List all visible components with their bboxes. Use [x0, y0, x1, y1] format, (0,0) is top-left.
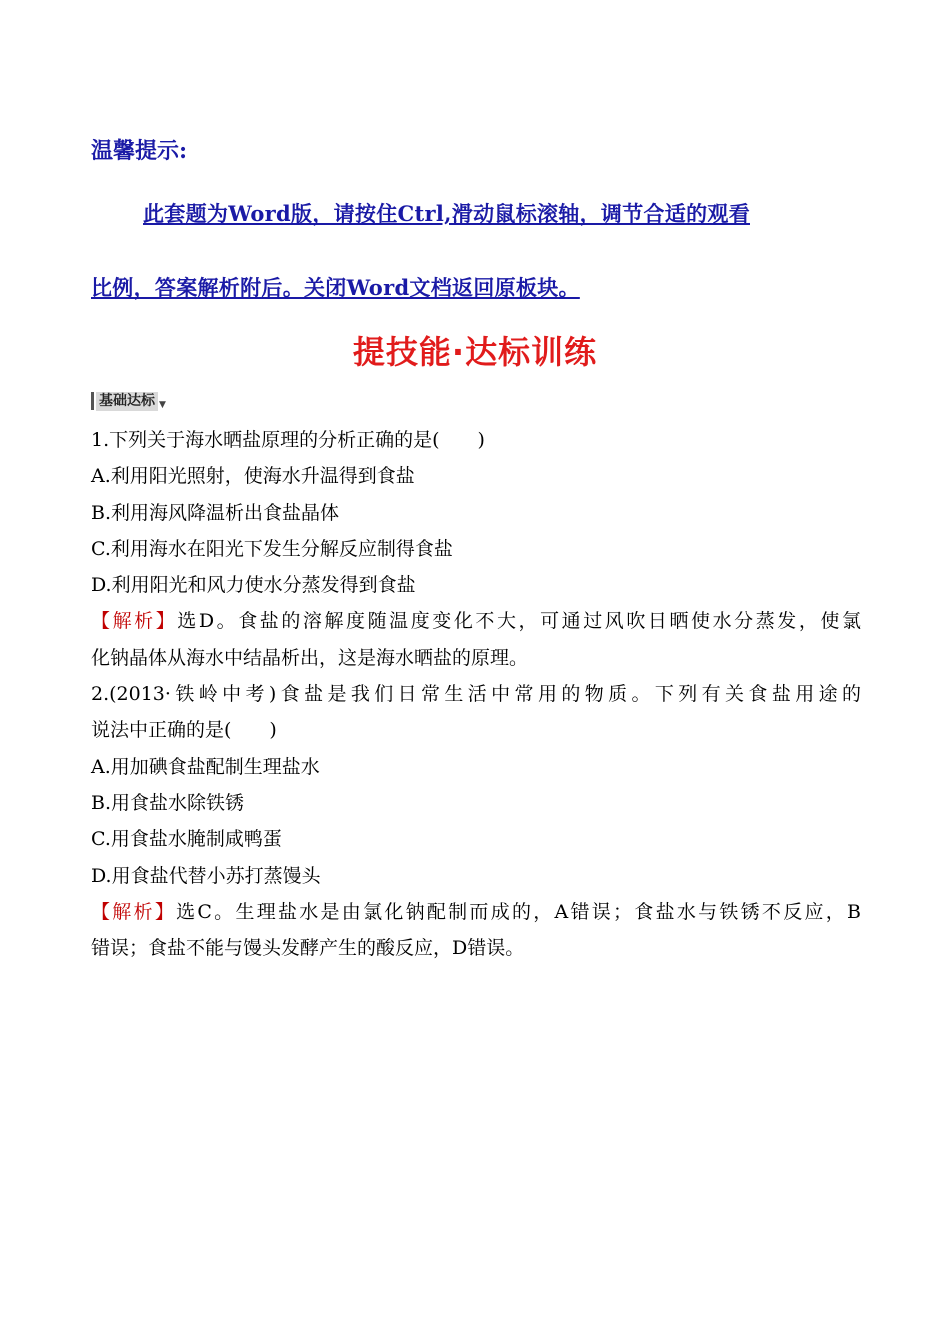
question-1-option-c: C.利用海水在阳光下发生分解反应制得食盐 — [91, 537, 453, 560]
analysis-tag: 【解析】 — [91, 610, 178, 633]
question-1-option-a: A.利用阳光照射，使海水升温得到食盐 — [91, 465, 415, 488]
down-arrow-icon: ▼ — [159, 400, 166, 410]
question-content — [91, 422, 861, 966]
question-2-option-c: C.用食盐水腌制咸鸭蛋 — [91, 828, 282, 851]
question-1-analysis-line-2: 化钠晶体从海水中结晶析出，这是海水晒盐的原理。 — [91, 646, 529, 669]
question-1-analysis-line-1 — [91, 603, 861, 639]
analysis-text: 选D。食盐的溶解度随温度变化不大，可通过风吹日晒使水分蒸发，使氯 — [177, 610, 861, 633]
question-2-option-a: A.用加碘食盐配制生理盐水 — [91, 755, 320, 778]
section-tag — [91, 391, 166, 411]
tip-title: 温馨提示: — [91, 138, 188, 164]
question-2-option-d: D.用食盐代替小苏打蒸馒头 — [91, 864, 321, 887]
question-2-option-b: B.用食盐水除铁锈 — [91, 791, 245, 814]
question-1-option-d: D.利用阳光和风力使水分蒸发得到食盐 — [91, 574, 416, 597]
section-bar — [91, 392, 94, 410]
analysis-text: 选C。生理盐水是由氯化钠配制而成的，A错误；食盐水与铁锈不反应，B — [176, 900, 861, 923]
section-label: 基础达标 — [96, 392, 158, 411]
question-2-stem-line-1: 2.(2013·铁岭中考)食盐是我们日常生活中常用的物质。下列有关食盐用途的 — [91, 683, 861, 706]
tip-line-2[interactable]: 比例，答案解析附后。关闭Word文档返回原板块。 — [91, 275, 580, 300]
analysis-tag: 【解析】 — [91, 900, 177, 923]
page-title: 提技能·达标训练 — [352, 333, 598, 371]
question-2-analysis-line-2: 错误；食盐不能与馒头发酵产生的酸反应，D错误。 — [91, 937, 525, 960]
question-1-option-b: B.利用海风降温析出食盐晶体 — [91, 501, 340, 524]
tip-line-1[interactable]: 此套题为Word版，请按住Ctrl,滑动鼠标滚轴，调节合适的观看 — [143, 201, 750, 226]
question-2-stem-line-2: 说法中正确的是( ) — [91, 719, 277, 742]
question-1-stem: 1.下列关于海水晒盐原理的分析正确的是( ) — [91, 429, 485, 451]
question-2-analysis-line-1 — [91, 894, 861, 930]
